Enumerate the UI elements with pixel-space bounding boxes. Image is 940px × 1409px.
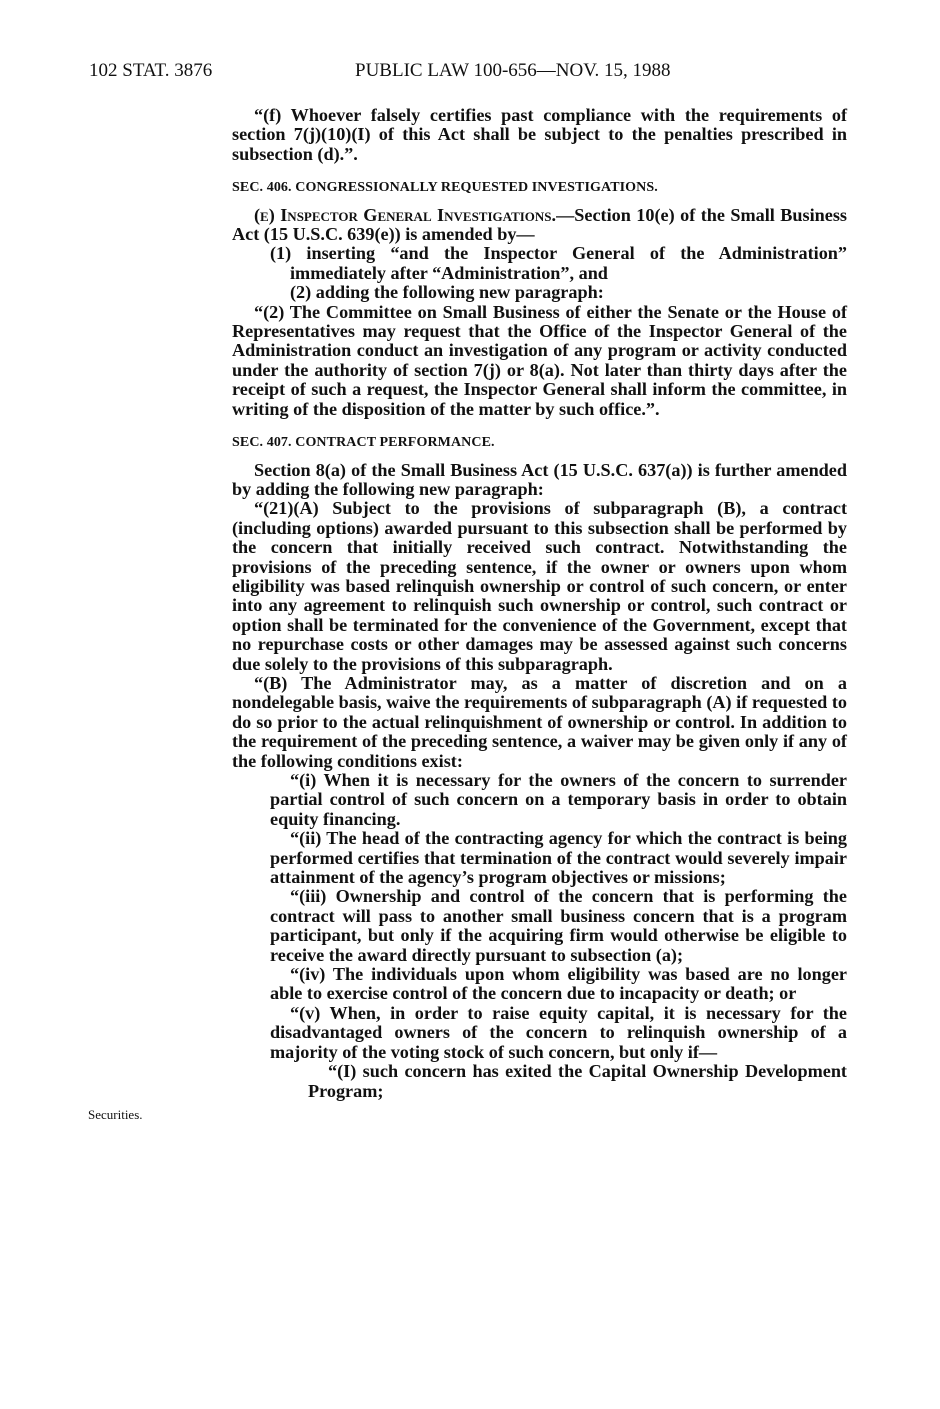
clause-iii: “(iii) Ownership and control of the concern that is performing the contract will pass to another small business concern that is a program participant, but only if the acquiring firm would otherwise be eligible to receive the award directly pursuant to subsection (a); <box>270 886 847 965</box>
law-body <box>232 106 847 1101</box>
margin-note: Securities. <box>88 1107 143 1122</box>
section-406-heading: SEC. 406. CONGRESSIONALLY REQUESTED INVESTIGATIONS. <box>232 180 658 196</box>
clause-i: “(i) When it is necessary for the owners of the concern to surrender partial control of such concern on a temporary basis in order to obtain equity financing. <box>270 770 847 829</box>
paragraph-21A: “(21)(A) Subject to the provisions of subparagraph (B), a contract (including options) awarded pursuant to this subsection shall be performed by the concern that initially received such contract. Notwithstanding the provisions of the preceding sentence, if the owner or owners upon whom eligibility was based relinquish ownership or control of such concern, or enter into any agreement to relinquish such ownership or control, such contract or option shall be terminated for the convenience of the Government, except that no repurchase costs or other damages may be assessed against such concerns due solely to the provisions of this subparagraph. <box>232 498 847 674</box>
section-407-heading: SEC. 407. CONTRACT PERFORMANCE. <box>232 435 495 451</box>
statute-page-ref: 102 STAT. 3876 <box>89 60 213 81</box>
paragraph-f: “(f) Whoever falsely certifies past compliance with the requirements of section 7(j)(10)(I) of this Act shall be subject to the penalties prescribed in subsection (d).”. <box>232 105 847 164</box>
section-407-intro: Section 8(a) of the Small Business Act (15 U.S.C. 637(a)) is further amended by adding the following new paragraph: <box>232 459 847 499</box>
section-406-quote: “(2) The Committee on Small Business of either the Senate or the House of Representatives may request that the Office of the Inspector General of the Administration conduct an investigation of any program or activity conducted under the authority of section 7(j) or 8(a). Not later than thirty days after the receipt of such a request, the Inspector General shall inform the committee, in writing of the disposition of the matter by such office.”. <box>232 301 847 419</box>
page-header <box>0 60 940 90</box>
section-406-e <box>232 206 847 245</box>
law-title: PUBLIC LAW 100-656—NOV. 15, 1988 <box>355 60 671 81</box>
section-406-e-heading: (e) Inspector General Investigations. <box>254 204 557 225</box>
clause-iv: “(iv) The individuals upon whom eligibility was based are no longer able to exercise control of the concern due to incapacity or death; or <box>270 964 847 1004</box>
clause-ii: “(ii) The head of the contracting agency for which the contract is being performed certifies that termination of the contract would severely impair attainment of the agency’s program objectives or missions; <box>270 828 847 888</box>
section-406-item-1: (1) inserting “and the Inspector General of the Administration” immediately after “Administration”, and <box>270 243 847 283</box>
subclause-I: “(I) such concern has exited the Capital Ownership Development Program; <box>308 1061 847 1101</box>
section-406-item-2: (2) adding the following new paragraph: <box>290 282 604 303</box>
clause-v: “(v) When, in order to raise equity capital, it is necessary for the disadvantaged owners of the concern to relinquish ownership of a majority of the voting stock of such concern, but only if— <box>270 1002 847 1062</box>
section-406-e-text: —Section 10(e) of the Small Business Act (15 U.S.C. 639(e)) is amended by— <box>232 204 847 245</box>
paragraph-B: “(B) The Administrator may, as a matter of discretion and on a nondelegable basis, waive the requirements of subparagraph (A) if requested to do so prior to the actual relinquishment of ownership or control. In addition to the requirement of the preceding sentence, a waiver may be given only if any of the following conditions exist: <box>232 672 847 771</box>
